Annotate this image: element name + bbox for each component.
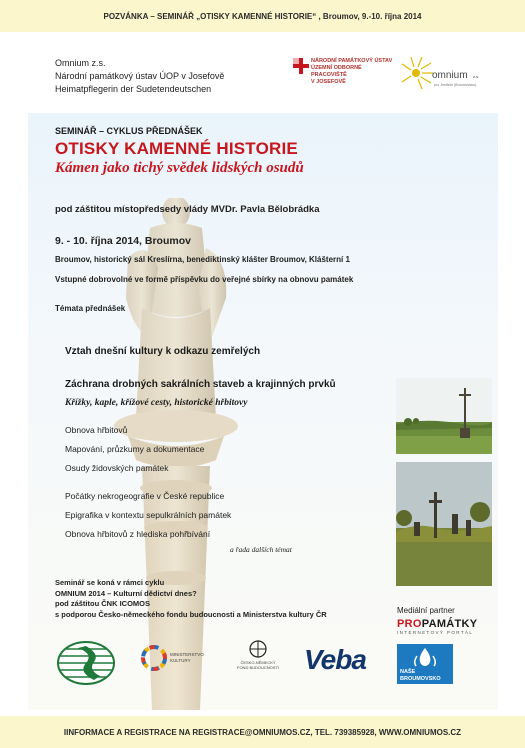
icomos-globe-logo [56, 640, 116, 686]
topic-item: Záchrana drobných sakrálních staveb a krajinných prvků [65, 379, 336, 390]
event-date: 9. - 10. října 2014, Broumov [55, 235, 191, 247]
topic-item: Obnova hřbitovů z hlediska pohřbívání [65, 529, 211, 539]
nase-line2: BROUMOVSKO [400, 675, 441, 682]
propamatky-pro: PRO [397, 618, 422, 630]
nase-broumovsko-logo [397, 644, 453, 684]
invitation-banner [0, 0, 525, 32]
npu-logo-line1: NÁRODNÍ PAMÁTKOVÝ ÚSTAV [311, 58, 393, 64]
npu-logo-line2: ÚZEMNÍ ODBORNÉ PRACOVIŠTĚ [311, 65, 362, 78]
topic-item: Počátky nekrogeografie v České republice [65, 491, 225, 501]
topic-item: Osudy židovských památek [65, 463, 169, 473]
topic-item: Obnova hřbitovů [65, 425, 128, 435]
omnium-suffix: z.s. [473, 74, 480, 79]
drop-icon [397, 644, 453, 670]
fund-line2: FOND BUDOUCNOSTI [237, 665, 279, 670]
propamatky-main: PAMÁTKY [421, 618, 478, 630]
invitation-text: POZVÁNKA – SEMINÁŘ „OTISKY KAMENNÉ HISTORIE“ , Broumov, 9.-10. října 2014 [103, 11, 422, 21]
fund-emblem-icon [247, 640, 269, 658]
topic-item: Mapování, průzkumy a dokumentace [65, 444, 205, 454]
propamatky-logo [397, 618, 481, 635]
npu-logo [293, 56, 393, 100]
cycle-line: Seminář se koná v rámci cyklu [55, 578, 165, 587]
contact-text: IINFORMACE A REGISTRACE NA REGISTRACE@OMNIUMOS.CZ, TEL. 739385928, WWW.OMNIUMOS.CZ [63, 727, 462, 737]
fund-line1: ČESKO-NĚMECKÝ [240, 660, 276, 665]
omnium-tagline: pro Jestřebí (Broumovsko) [434, 83, 477, 87]
wayside-cross-photo [396, 378, 492, 454]
ministry-of-culture-logo [140, 640, 220, 680]
cycle-line: pod záštitou ČNK ICOMOS [55, 599, 150, 608]
cycle-info [55, 578, 327, 620]
media-partner-label: Mediální partner [397, 606, 455, 615]
cycle-line: OMNIUM 2014 – Kulturní dědictví dnes? [55, 588, 197, 598]
organizer-omnium: Omnium z.s. [55, 58, 106, 68]
npu-cross-icon [293, 58, 309, 74]
organizer-heimatpflegerin: Heimatpflegerin der Sudetendeutschen [55, 84, 212, 94]
cycle-line: s podporou Česko-německého fondu budoucnosti a Ministerstva kultury ČR [55, 609, 327, 619]
nase-line1: NAŠE [400, 669, 416, 675]
sun-icon [400, 56, 434, 90]
entry-fee-note: Vstupné dobrovolné ve formě příspěvku do veřejné sbírky na obnovu památek [55, 275, 354, 284]
contact-banner [0, 716, 525, 748]
event-venue: Broumov, historický sál Kreslírna, benediktinský klášter Broumov, Klášterní 1 [55, 255, 350, 264]
topic-item: Křížky, kaple, křížové cesty, historické hřbitovy [65, 398, 248, 408]
topic-item: Epigrafika v kontextu sepulkrálních památek [65, 510, 232, 520]
seminar-label: SEMINÁŘ – CYKLUS PŘEDNÁŠEK [55, 126, 203, 136]
topic-item: Vztah dnešní kultury k odkazu zemřelých [65, 346, 261, 357]
npu-logo-line3: V JOSEFOVĚ [311, 79, 346, 85]
more-topics-note: a řada dalších témat [230, 545, 292, 554]
organizers-block [55, 57, 224, 96]
event-subtitle: Kámen jako tichý svědek lidských osudů [55, 160, 304, 176]
czech-german-fund-logo [228, 640, 288, 682]
veba-logo: Veba [304, 644, 366, 675]
omnium-logo [400, 52, 490, 96]
organizer-npu: Národní památkový ústav ÚOP v Josefově [55, 71, 225, 81]
patronage-line: pod záštitou místopředsedy vlády MVDr. Pavla Bělobrádka [55, 204, 320, 215]
ring-icon [140, 644, 168, 672]
propamatky-sub: INTERNETOVÝ PORTÁL [397, 630, 474, 635]
event-title: OTISKY KAMENNÉ HISTORIE [55, 139, 298, 158]
cemetery-photo [396, 462, 492, 586]
ministry-text: MINISTERSTVO KULTURY [170, 652, 204, 663]
topics-heading: Témata přednášek [55, 304, 126, 313]
omnium-wordmark: omnium [432, 70, 468, 81]
